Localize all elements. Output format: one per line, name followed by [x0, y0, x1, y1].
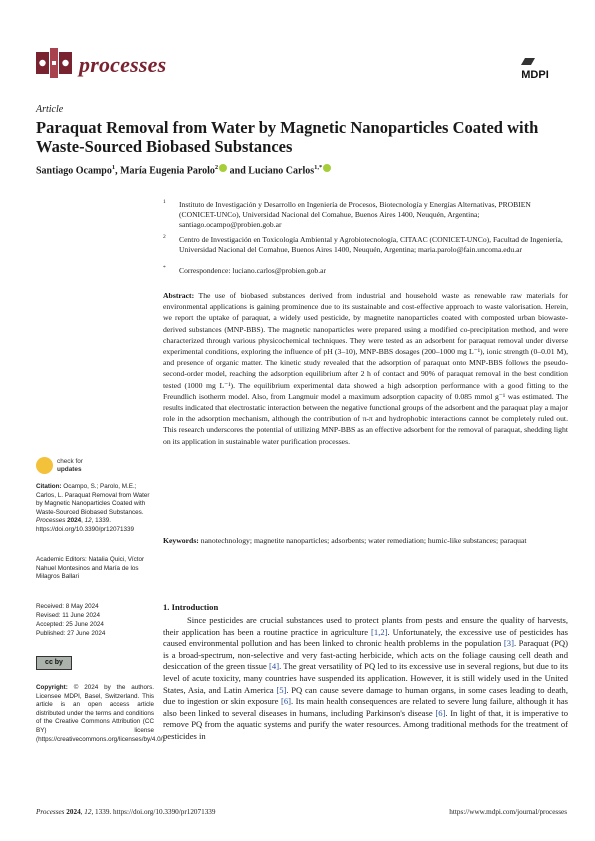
journal-name[interactable]: processes	[79, 52, 167, 77]
footer-journal-url[interactable]: https://www.mdpi.com/journal/processes	[449, 808, 567, 816]
reference-link[interactable]: [6]	[280, 696, 291, 707]
affiliation: 2 Centro de Investigación en Toxicología Ambiental y Agrobiotecnología, CITAAC (CONICET-UNCo), Facultad de Ingeniería, Universidad Nacional del Comahue, Buenos Aires 1400, Neuquén, Argentina; maria.parolo@fain.uncoma.edu.ar	[163, 234, 563, 254]
footer-citation: Processes 2024, 12, 1339. https://doi.org/10.3390/pr12071339	[36, 808, 216, 816]
abstract	[163, 290, 568, 447]
abstract-text: The use of biobased substances derived from industrial and household waste as renewable raw materials for environmental applications is gaining prominence due to its sustainable and cost-effective approach to waste valorisation. Herein, we report the uptake of paraquat, a widely used pesticide, by magnetite nanoparticles coated with composted urban biowaste-derived substances (MNP-BBS). The magnetic nanoparticles were prepared using a modified co-precipitation method, and were characterized through various physicochemical techniques. They were tested as an adsorbent for paraquat removal under diverse experimental conditions, exploring the influence of pH (3–10), MNP-BBS dosages (200–1000 mg L⁻¹), ionic strength (0–0.01 M), and presence of organic matter. The kinetic study revealed that the adsorption of paraquat onto MNP-BBS follows the pseudo-second-order model, reaching the adsorption equilibrium after 2 h of contact and 90% of paraquat removal in the best condition tested (1000 mg L⁻¹). The equilibrium experimental data showed a high adsorption performance with a good fitting to the Freundlich isotherm model. Also, from Langmuir model a maximum adsorption capacity of 0.085 mmol g⁻¹ was estimated. The results indicated that electrostatic interaction between the negative functional groups of the adsorbent and the paraquat play a major role in the adsorption mechanism, although the contribution of π-π and hydrophobic interactions cannot be completely ruled out. This research underscores the potential of utilizing MNP-BBS as an effective adsorbent for the removal of paraquat, shedding light on its application in sustainable water purification processes.	[163, 291, 568, 446]
author-name[interactable]: María Eugenia Parolo	[120, 165, 215, 177]
orcid-icon[interactable]	[219, 164, 227, 172]
section-heading: 1. Introduction	[163, 602, 219, 612]
citation-doi[interactable]: , 1339. https://doi.org/10.3390/pr12071339	[36, 517, 135, 533]
revised-date: Revised: 11 June 2024	[36, 612, 100, 619]
footer-doi[interactable]: , 1339. https://doi.org/10.3390/pr12071339	[91, 808, 216, 816]
article-title: Paraquat Removal from Water by Magnetic Nanoparticles Coated with Waste-Sourced Biobased Substances	[36, 118, 539, 156]
mdpi-label: MDPI	[521, 69, 549, 81]
author-name[interactable]: Santiago Ocampo	[36, 165, 112, 177]
check-updates-circle	[36, 457, 53, 474]
reference-link[interactable]: [4]	[269, 661, 280, 672]
abstract-label: Abstract:	[163, 291, 195, 300]
orcid-icon[interactable]	[323, 164, 331, 172]
published-date: Published: 27 June 2024	[36, 630, 106, 637]
reference-link[interactable]: [6]	[435, 707, 446, 718]
reference-link[interactable]: [1,2]	[371, 626, 388, 637]
accepted-date: Accepted: 25 June 2024	[36, 621, 104, 628]
reference-link[interactable]: [3]	[503, 638, 514, 649]
copyright-notice: Copyright: © 2024 by the authors. Licensee MDPI, Basel, Switzerland. This article is an open access article distributed under the terms and conditions of the Creative Commons Attribution (CC BY) license (https://creativecommons.org/licenses/by/4.0/).	[36, 684, 167, 743]
received-date: Received: 8 May 2024	[36, 603, 99, 610]
author-list: Santiago Ocampo$^1$, María Eugenia Parolo$^2$ and Luciano Carlos$^{1,*}$	[36, 164, 331, 176]
check-updates-icon[interactable]: check for updates	[36, 457, 106, 479]
academic-editors: Academic Editors: Natalia Quici, Víctor Nahuel Montesinos and María de los Milagros Ballari	[36, 556, 145, 581]
keywords	[163, 535, 568, 546]
mdpi-logo-icon[interactable]	[511, 56, 559, 82]
introduction-paragraph: Since pesticides are crucial substances used to protect plants from pests and ensure the quality of harvests, their application has been a routine practice in agriculture [1,2]. Unfortunately, the excessive use of pesticides has caused environmental pollution and has been linked to chronic health problems in the population [3]. Paraquat (PQ) is a broad-spectrum, non-selective and very fast-acting herbicide, which acts on the foliage causing cell death and desiccation of the green tissue [4]. The great versatility of PQ led to its excessive use in several regions, but due to its level of acute toxicity, many countries have suspended its application. However, it is still widely used in the United States, Asia, and Latin America [5]. PQ can cause severe damage to human organs, in some cases leading to death, due to ingestion or skin exposure [6]. Its main health consequences are related to severe lung failure, although it has also been linked to several diseases in humans, including Parkinson's disease [6]. In light of that, it is imperative to remove PQ from the aquatic systems and purify the water resources. Among traditional methods for the treatment of pesticides in	[163, 615, 569, 741]
reference-link[interactable]: [5]	[276, 684, 287, 695]
affiliation: 1 Instituto de Investigación y Desarrollo en Ingeniería de Procesos, Biotecnología y Energías Alternativas, PROBIEN (CONICET-UNCo), Universidad Nacional del Comahue, Buenos Aires 1400, Neuquén, Argentina; santiago.ocampo@probien.gob.ar	[163, 199, 531, 229]
keywords-label: Keywords:	[163, 536, 199, 545]
article-type: Article	[36, 104, 64, 115]
cc-by-license-icon[interactable]: cc by	[36, 656, 72, 670]
keywords-text: nanotechnology; magnetite nanoparticles; adsorbents; water remediation; humic-like substances; paraquat	[200, 536, 527, 545]
citation: Citation: Ocampo, S.; Parolo, M.E.; Carlos, L. Paraquat Removal from Water by Magnetic Nanoparticles Coated with Waste-Sourced Biobased Substances. Processes 2024, 12, 1339. https://doi.org/10.3390/pr12071339	[36, 483, 150, 533]
author-name[interactable]: Luciano Carlos	[248, 165, 315, 177]
correspondence: * Correspondence: luciano.carlos@probien.gob.ar	[163, 265, 327, 275]
journal-logo-icon	[36, 48, 72, 78]
